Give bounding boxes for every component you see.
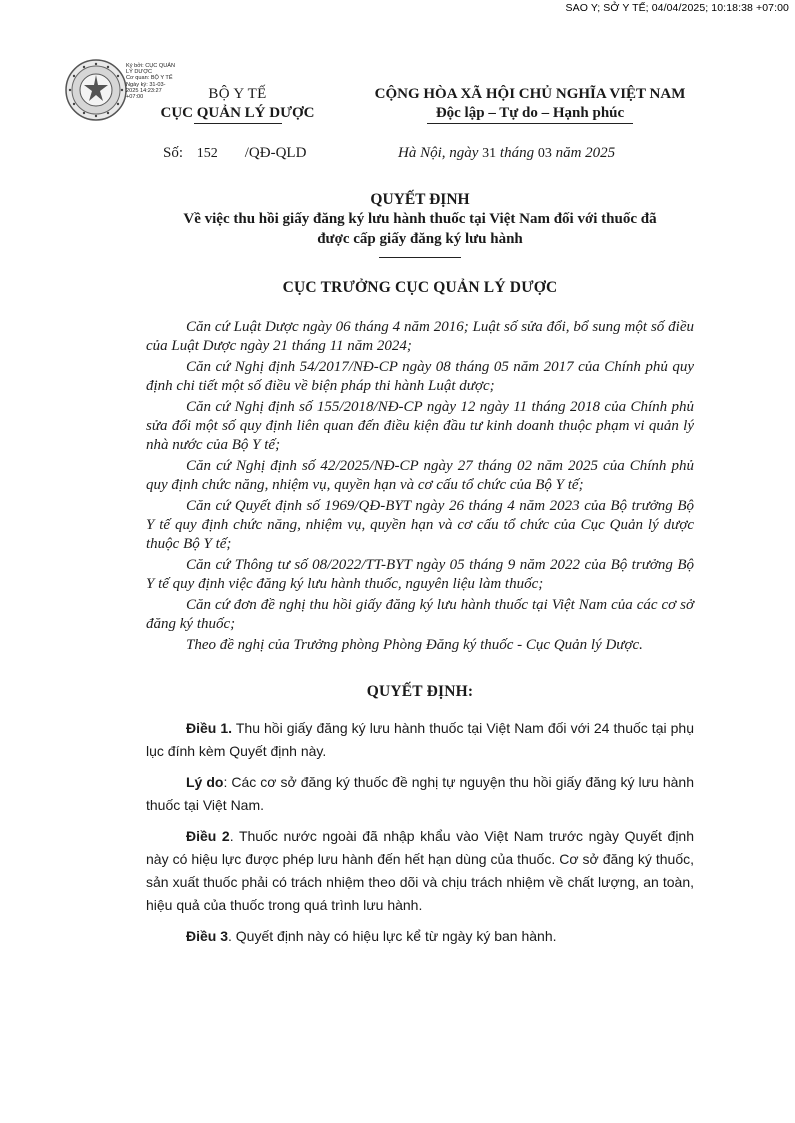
decision-heading: QUYẾT ĐỊNH: bbox=[366, 683, 474, 700]
article-label: Lý do bbox=[186, 774, 224, 790]
document-title bbox=[100, 191, 740, 249]
date-prefix: Hà Nội, ngày bbox=[398, 145, 479, 161]
article-label: Điều 2 bbox=[186, 828, 230, 844]
basis-item: Căn cứ Thông tư số 08/2022/TT-BYT ngày 05 tháng 9 năm 2022 của Bộ trưởng Bộ Y tế quy định việc đăng ký lưu hành thuốc, nguyên liệu làm thuốc; bbox=[146, 557, 694, 592]
national-header bbox=[355, 86, 705, 124]
agency-underline bbox=[194, 123, 282, 124]
date-year: năm 2025 bbox=[555, 145, 616, 161]
issuing-authority bbox=[150, 86, 325, 124]
article-2 bbox=[146, 825, 694, 917]
article-text: . Thuốc nước ngoài đã nhập khẩu vào Việt Nam trước ngày Quyết định này có hiệu lực được phép lưu hành đến hết hạn dùng của thuốc. Cơ sở đăng ký thuốc, sản xuất thuốc phải có trách nhiệm theo dõi và chịu trách nhiệm về chất lượng, an toàn, hiệu quả của thuốc trong quá trình lưu hành. bbox=[146, 828, 694, 913]
signature-line: +07:00 bbox=[126, 94, 144, 101]
article-text: : Các cơ sở đăng ký thuốc đề nghị tự nguyện thu hồi giấy đăng ký lưu hành thuốc tại Việt Nam. bbox=[146, 774, 694, 813]
signature-line: Ký bởi: CỤC QUẢN bbox=[126, 63, 176, 69]
ministry-seal-icon bbox=[64, 58, 128, 122]
basis-item: Căn cứ Luật Dược ngày 06 tháng 4 năm 2016; Luật số sửa đổi, bổ sung một số điều của Luật Dược ngày 21 tháng 11 năm 2024; bbox=[146, 319, 694, 354]
date-month-prefix: tháng bbox=[499, 145, 535, 161]
signature-line: Cơ quan: BỘ Y TẾ bbox=[126, 75, 173, 82]
number-prefix: Số: bbox=[163, 145, 184, 161]
basis-item: Căn cứ Quyết định số 1969/QĐ-BYT ngày 26 tháng 4 năm 2023 của Bộ trưởng Bộ Y tế quy định chức năng, nhiệm vụ, quyền hạn và cơ cấu tổ chức của Cục Quản lý dược thuộc Bộ Y tế; bbox=[146, 498, 694, 552]
basis-item: Căn cứ Nghị định số 42/2025/NĐ-CP ngày 27 tháng 02 năm 2025 của Chính phủ quy định chức năng, nhiệm vụ, quyền hạn và cơ cấu tổ chức của Bộ Y tế; bbox=[146, 458, 694, 493]
date-month: 03 bbox=[537, 146, 552, 161]
title-subject-line-2: được cấp giấy đăng ký lưu hành bbox=[317, 231, 523, 247]
agency-name: CỤC QUẢN LÝ DƯỢC bbox=[160, 105, 315, 121]
article-3 bbox=[146, 925, 694, 948]
legal-basis bbox=[146, 318, 694, 657]
basis-item: Căn cứ Nghị định 54/2017/NĐ-CP ngày 08 tháng 05 năm 2017 của Chính phủ quy định chi tiết một số điều về biện pháp thi hành Luật dược; bbox=[146, 359, 694, 394]
issue-date bbox=[398, 145, 615, 162]
article-text: Thu hồi giấy đăng ký lưu hành thuốc tại Việt Nam đối với 24 thuốc tại phụ lục đính kèm Quyết định này. bbox=[146, 720, 694, 759]
nation-name: CỘNG HÒA XÃ HỘI CHỦ NGHĨA VIỆT NAM bbox=[374, 86, 686, 102]
motto-underline bbox=[427, 123, 633, 124]
decision-articles bbox=[146, 717, 694, 956]
signature-line: Ngày ký: 31-03- bbox=[126, 81, 166, 88]
director-heading: CỤC TRƯỞNG CỤC QUẢN LÝ DƯỢC bbox=[282, 279, 558, 296]
digital-copy-stamp: SAO Y; SỞ Y TẾ; 04/04/2025; 10:18:38 +07:00 bbox=[565, 2, 789, 14]
national-motto: Độc lập – Tự do – Hạnh phúc bbox=[435, 105, 625, 121]
ministry-name: BỘ Y TẾ bbox=[208, 86, 267, 102]
article-label: Điều 1. bbox=[186, 720, 233, 736]
title-underline bbox=[379, 257, 461, 258]
document-number bbox=[163, 145, 306, 162]
basis-item: Căn cứ Nghị định số 155/2018/NĐ-CP ngày 12 ngày 11 tháng 2018 của Chính phủ sửa đổi một số quy định liên quan đến điều kiện đầu tư kinh doanh thuộc phạm vi quản lý nhà nước của Bộ Y tế; bbox=[146, 399, 694, 453]
title-subject-line-1: Về việc thu hồi giấy đăng ký lưu hành thuốc tại Việt Nam đối với thuốc đã bbox=[183, 211, 657, 227]
signature-line: LÝ DƯỢC bbox=[126, 69, 153, 76]
article-text: . Quyết định này có hiệu lực kể từ ngày ký ban hành. bbox=[228, 928, 557, 944]
title-heading: QUYẾT ĐỊNH bbox=[370, 191, 470, 208]
date-day: 31 bbox=[482, 146, 497, 161]
signature-line: 2025 14:23:27 bbox=[126, 87, 162, 94]
number-suffix: /QĐ-QLD bbox=[244, 145, 307, 161]
basis-item: Căn cứ đơn đề nghị thu hồi giấy đăng ký lưu hành thuốc tại Việt Nam của các cơ sở đăng ký thuốc; bbox=[146, 597, 694, 632]
number-value: 152 bbox=[196, 146, 218, 161]
article-label: Điều 3 bbox=[186, 928, 229, 944]
article-reason bbox=[146, 771, 694, 817]
article-1 bbox=[146, 717, 694, 763]
basis-item: Theo đề nghị của Trưởng phòng Phòng Đăng ký thuốc - Cục Quản lý Dược. bbox=[186, 637, 643, 653]
